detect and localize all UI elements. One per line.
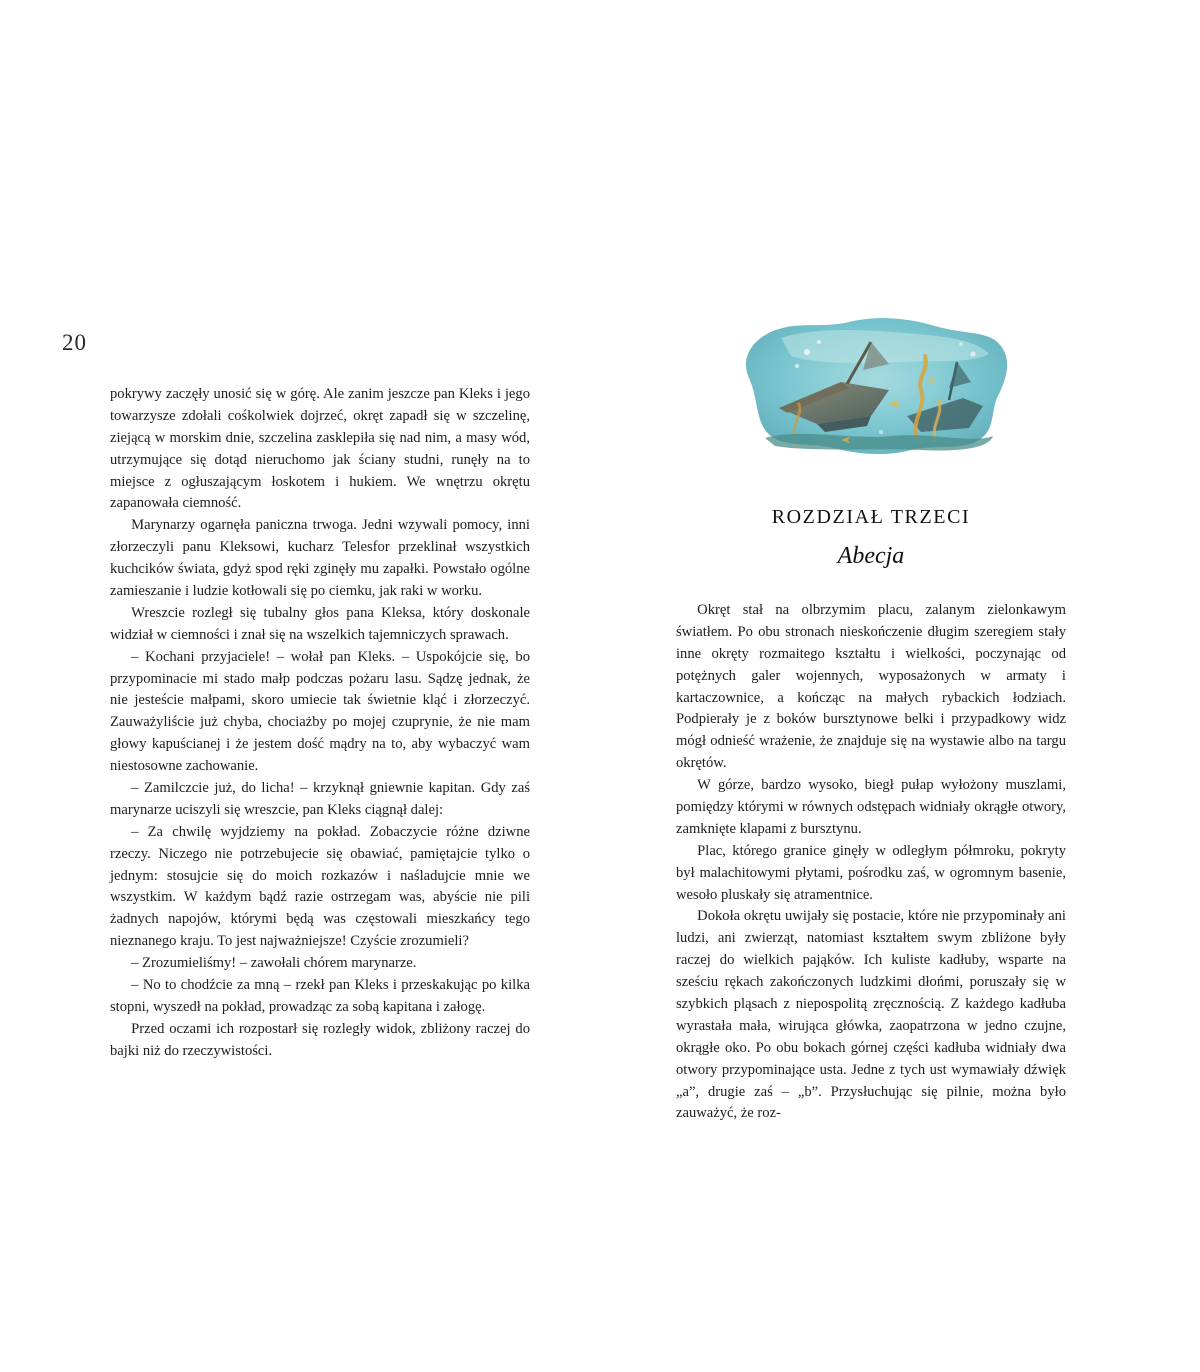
shipwreck-icon [721, 312, 1021, 472]
paragraph: Dokoła okrętu uwijały się postacie, które nie przypominały ani ludzi, ani zwierząt, natomiast kształtem swym zbliżone były raczej do wielkich pająków. Ich kuliste kadłuby, wsparte na sześciu rękach zakończonych ludzkimi dłońmi, poruszały się w szybkich pląsach z niepospolitą zręcznością. Z każdego kadłuba wyrastała mała, wirująca główka, zaopatrzona w jedno czujne, okrągłe oko. Po obu bokach górnej części kadłuba widniały dwa otwory przypominające usta. Jedne z tych ust wymawiały dźwięk „a”, drugie zaś – „b”. Przysłuchując się pilnie, można było zauważyć, że roz- [676, 908, 1066, 1122]
chapter-illustration [721, 312, 1021, 472]
paragraph: Wreszcie rozległ się tubalny głos pana Kleksa, który doskonale widział w ciemności i znał się na wszelkich tajemniczych sprawach. [110, 604, 530, 643]
left-page-text-column [110, 384, 530, 1063]
left-page [62, 330, 530, 1063]
chapter-title: Abecja [837, 543, 905, 569]
chapter-label: ROZDZIAŁ TRZECI [771, 506, 971, 528]
paragraph: – No to chodźcie za mną – rzekł pan Kleks i przeskakując po kilka stopni, wyszedł na pokład, prowadząc za sobą kapitana i załogę. [110, 977, 530, 1015]
paragraph: Przed oczami ich rozpostarł się rozległy widok, zbliżony raczej do bajki niż do rzeczywistości. [110, 1020, 530, 1059]
page-number: 20 [62, 330, 87, 355]
paragraph: – Za chwilę wyjdziemy na pokład. Zobaczycie różne dziwne rzeczy. Niczego nie potrzebujecie się obawiać, pamiętajcie tylko o jednym: stosujcie się do moich rozkazów i naśladujcie mnie we wszystkim. W każdym bądź razie ostrzegam was, abyście nie pili żadnych napojów, którymi będą was częstowali mieszkańcy tego nieznanego kraju. To jest najważniejsze! Czyście zrozumieli? [110, 823, 530, 950]
paragraph: Marynarzy ogarnęła paniczna trwoga. Jedni wzywali pomocy, inni złorzeczyli panu Kleksowi, kucharz Telesfor przeklinał wszystkich kuchcików świata, gdyż spod ręki zginęły mu zapałki. Powstało ogólne zamieszanie i ludzie kotłowali się po ciemku, jak raki w worku. [110, 517, 530, 600]
paragraph: – Zrozumieliśmy! – zawołali chórem marynarze. [131, 955, 417, 972]
paragraph: W górze, bardzo wysoko, biegł pułap wyłożony muszlami, pomiędzy którymi w równych odstępach widniały okrągłe otwory, zamknięte klapami z bursztynu. [676, 777, 1066, 837]
paragraph: pokrywy zaczęły unosić się w górę. Ale zanim jeszcze pan Kleks i jego towarzysze zdołali cośkolwiek dojrzeć, okręt zapadł się w szczelinę, ziejącą w morskim dnie, szczelina zasklepiła się nad nim, a masy wód, utrzymujące się dotąd nieruchomo jak ściany studni, runęły na to miejsce z ogłuszającym łoskotem i hukiem. We wnętrzu okrętu zapanowała ciemność. [110, 386, 530, 512]
right-page [676, 312, 1066, 1125]
paragraph: Okręt stał na olbrzymim placu, zalanym zielonkawym światłem. Po obu stronach nieskończenie długim szeregiem stały inne okręty rozmaitego kształtu i wielkości, poczynając od potężnych galer wojennych, wyposażonych w armaty i kartaczownice, a kończąc na małych rybackich łodziach. Podpierały je z boków bursztynowe belki i przypadkowy widz mógł odnieść wrażenie, że znajduje się na wystawie albo na targu okrętów. [676, 602, 1066, 772]
right-page-text-column [676, 600, 1066, 1125]
paragraph: – Zamilczcie już, do licha! – krzyknął gniewnie kapitan. Gdy zaś marynarze uciszyli się wreszcie, pan Kleks ciągnął dalej: [110, 780, 530, 818]
paragraph: – Kochani przyjaciele! – wołał pan Kleks. – Uspokójcie się, bo przypominacie mi stado małp podczas pożaru lasu. Sądzę jednak, że nie jesteście małpami, skoro umiecie tak świetnie kląć i złorzeczyć. Zauważyliście już chyba, chociażby po mojej czuprynie, że nie mam głowy kapuścianej i że jestem dość mądry na to, aby wybaczyć wam niestosowne zachowanie. [110, 648, 530, 775]
paragraph: Plac, którego granice ginęły w odległym półmroku, pokryty był malachitowymi płytami, pośrodku zaś, w ogromnym basenie, wesoło pluskały się atramentnice. [676, 842, 1066, 903]
